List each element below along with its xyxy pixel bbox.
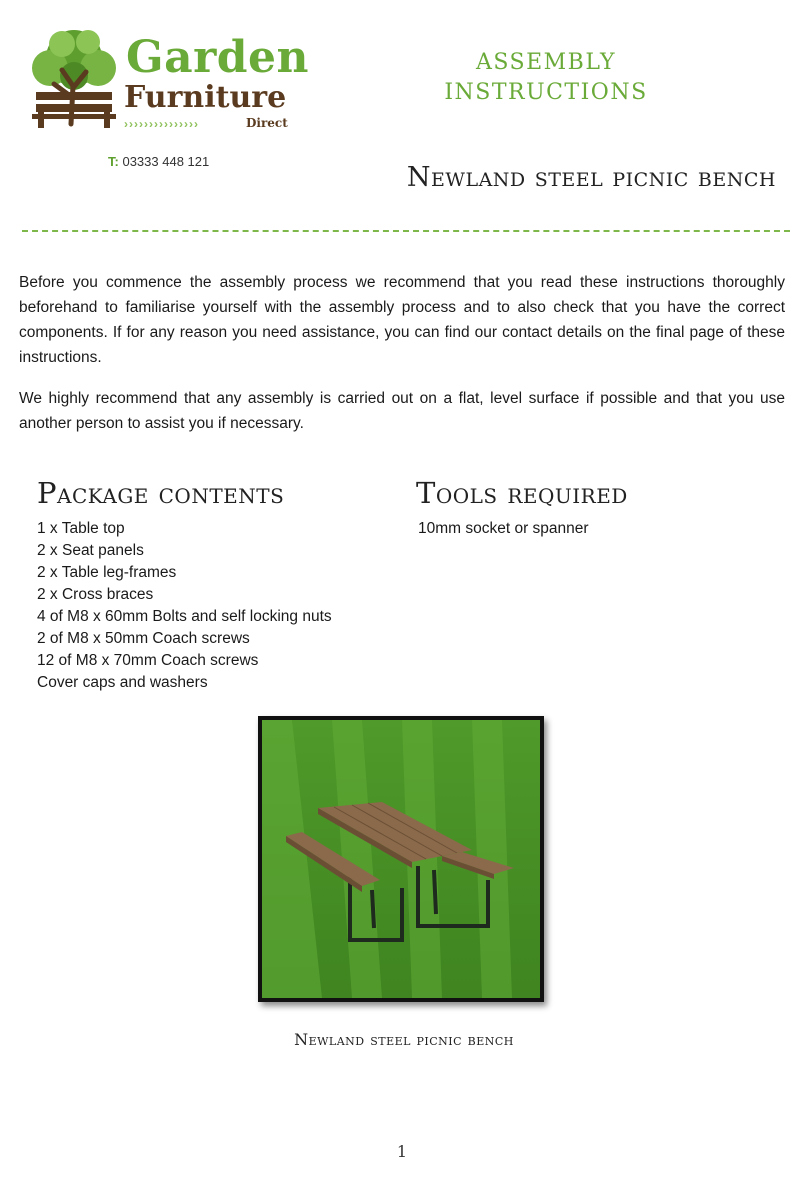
logo-word-furniture: Furniture (124, 80, 287, 115)
phone-label: T: (108, 154, 119, 169)
page-number: 1 (396, 1142, 408, 1161)
list-item: 1 x Table top (37, 520, 125, 537)
picnic-bench-image (262, 720, 540, 998)
list-item: Cover caps and washers (37, 674, 208, 691)
list-item: 12 of M8 x 70mm Coach screws (37, 652, 259, 669)
intro-paragraph-1: Before you commence the assembly process we recommend that you read these instructions thoroughly beforehand to familiarise yourself with the assembly process and to also check that you have the correct components. If for any reason you need assistance, you can find our contact details on the final page of these instructions. (19, 274, 785, 366)
figure-caption: Newland steel picnic bench (294, 1030, 514, 1049)
phone-number: 03333 448 121 (122, 154, 210, 169)
list-item: 10mm socket or spanner (418, 520, 589, 537)
list-item: 2 x Table leg-frames (37, 564, 177, 581)
list-item: 4 of M8 x 60mm Bolts and self locking nuts (37, 608, 332, 625)
phone-contact (108, 154, 209, 169)
tree-logo-icon (24, 26, 124, 134)
product-photo (258, 716, 544, 1002)
package-contents-heading: Package contents (37, 476, 285, 510)
product-title: Newland steel picnic bench (406, 162, 776, 193)
package-contents-list (37, 518, 332, 694)
intro-paragraph-2: We highly recommend that any assembly is carried out on a flat, level surface if possible and that you use another person to assist you if necessary. (19, 390, 785, 432)
logo-word-garden: Garden (126, 32, 310, 83)
logo-chevrons-icon: › › › › › › › › › › › › › › › (124, 117, 198, 131)
header-divider (22, 230, 790, 232)
logo-word-direct: Direct (246, 116, 288, 130)
list-item: 2 x Cross braces (37, 586, 154, 603)
list-item: 2 x Seat panels (37, 542, 144, 559)
document-type-heading: ASSEMBLY INSTRUCTIONS (444, 50, 648, 105)
tools-required-list (418, 518, 589, 540)
tools-required-heading: Tools required (416, 476, 628, 510)
list-item: 2 of M8 x 50mm Coach screws (37, 630, 250, 647)
